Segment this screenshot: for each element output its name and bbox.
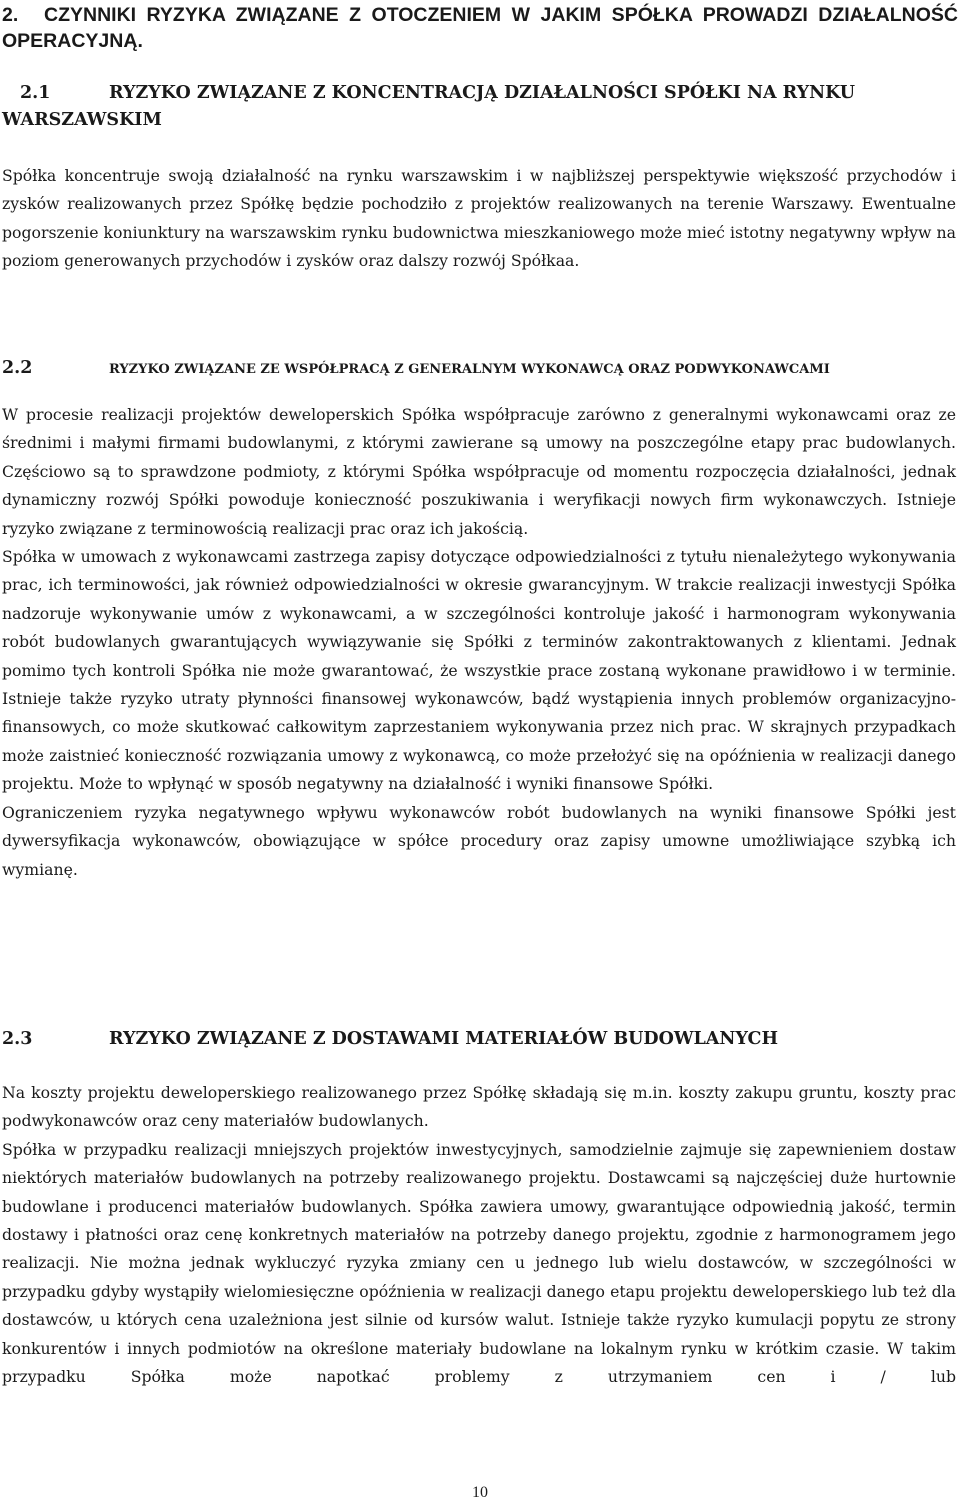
- paragraph: Spółka w przypadku realizacji mniejszych projektów inwestycyjnych, samodzielnie zajmuje się zapewnieniem dostaw niektórych materiałów budowlanych na potrzeby realizowanego projektu. Dostawcami są najczęściej duże hurtownie budowlane i producenci materiałów budowlanych. Spółka zawiera umowy, gwarantujące odpowiednią jakość, termin dostawy i płatności oraz cenę konkretnych materiałów na potrzeby danego projektu, zgodnie z harmonogramem jego realizacji. Nie można jednak wykluczyć ryzyka zmiany cen u jednego lub wielu dostawców, w szczególności w przypadku gdyby wystąpiły wielomiesięczne opóźnienia w realizacji danego etapu projektu deweloperskiego lub też dla dostawców, u których cena uzależniona jest silnie od kursów walut. Istnieje także ryzyko kumulacji popytu ze strony konkurentów i innych podmiotów na określone materiały budowlane na lokalnym rynku w krótkim czasie. W takim przypadku Spółka może napotkać problemy z utrzymaniem cen i / lub: [2, 1139, 956, 1387]
- section-title: RYZYKO ZWIĄZANE Z DOSTAWAMI MATERIAŁÓW BUDOWLANYCH: [109, 1029, 778, 1049]
- section-heading-2-2: [2, 355, 958, 383]
- section-heading-2-1: [2, 80, 958, 134]
- section-title: RYZYKO ZWIĄZANE ZE WSPÓŁPRACĄ Z GENERALNYM WYKONAWCĄ ORAZ PODWYKONAWCAMI: [109, 362, 830, 377]
- section-number: 2.2: [2, 358, 33, 378]
- section-number: 2.1: [20, 83, 51, 103]
- paragraph: Na koszty projektu deweloperskiego realizowanego przez Spółkę składają się m.in. koszty zakupu gruntu, koszty prac podwykonawców oraz ceny materiałów budowlanych.: [2, 1083, 956, 1131]
- chapter-number: 2.: [2, 4, 19, 26]
- paragraph: W procesie realizacji projektów deweloperskich Spółka współpracuje zarówno z generalnymi wykonawcami oraz ze średnimi i małymi firmami budowlanymi, z którymi zawierane są umowy na poszczególne etapy prac budowlanych. Częściowo są to sprawdzone podmioty, z którymi Spółka współpracuje od momentu rozpoczęcia działalności, jednak dynamiczny rozwój Spółki powoduje konieczność poszukiwania i weryfikacji nowych firm wykonawczych. Istnieje ryzyko związane z terminowością realizacji prac oraz ich jakością.: [2, 405, 956, 538]
- section-body-2-1: [2, 162, 956, 276]
- page-number: 10: [472, 1484, 488, 1501]
- section-title: RYZYKO ZWIĄZANE Z KONCENTRACJĄ DZIAŁALNOŚCI SPÓŁKI NA RYNKU WARSZAWSKIM: [2, 83, 856, 130]
- paragraph: Ograniczeniem ryzyka negatywnego wpływu wykonawców robót budowlanych na wyniki finansowe Spółki jest dywersyfikacja wykonawców, obowiązujące w spółce procedury oraz zapisy umowne umożliwiające szybką ich wymianę.: [2, 802, 956, 879]
- paragraph: Spółka w umowach z wykonawcami zastrzega zapisy dotyczące odpowiedzialności z tytułu nienależytego wykonywania prac, ich terminowości, jak również odpowiedzialności w okresie gwarancyjnym. W trakcie realizacji inwestycji Spółka nadzoruje wykonywanie umów z wykonawcami, a w szczególności kontroluje jakość i harmonogram wykonywania robót budowlanych gwarantujących wywiązywanie się Spółki z terminów zakontraktowanych z klientami. Jednak pomimo tych kontroli Spółka nie może gwarantować, że wszystkie prace zostaną wykonane prawidłowo i w terminie. Istnieje także ryzyko utraty płynności finansowej wykonawców, bądź wystąpienia innych problemów organizacyjno-finansowych, co może skutkować całkowitym zaprzestaniem wykonywania przez nich prac. W skrajnych przypadkach może zaistnieć konieczność rozwiązania umowy z wykonawcą, co może przełożyć się na opóźnienia w realizacji danego projektu. Może to wpłynąć w sposób negatywny na działalność i wyniki finansowe Spółki.: [2, 547, 956, 794]
- chapter-heading: [2, 2, 958, 54]
- section-number: 2.3: [2, 1029, 33, 1049]
- paragraph: Spółka koncentruje swoją działalność na rynku warszawskim i w najbliższej perspektywie większość przychodów i zysków realizowanych przez Spółkę będzie pochodziło z projektów realizowanych na terenie Warszawy. Ewentualne pogorszenie koniunktury na warszawskim rynku budownictwa mieszkaniowego może mieć istotny negatywny wpływ na poziom generowanych przychodów i zysków oraz dalszy rozwój Spółkaa.: [2, 166, 956, 271]
- section-body-2-2: [2, 401, 956, 884]
- section-heading-2-3: [2, 1026, 958, 1052]
- section-body-2-3: [2, 1079, 956, 1391]
- chapter-title: CZYNNIKI RYZYKA ZWIĄZANE Z OTOCZENIEM W JAKIM SPÓŁKA PROWADZI DZIAŁALNOŚĆ OPERACYJNĄ.: [2, 4, 958, 52]
